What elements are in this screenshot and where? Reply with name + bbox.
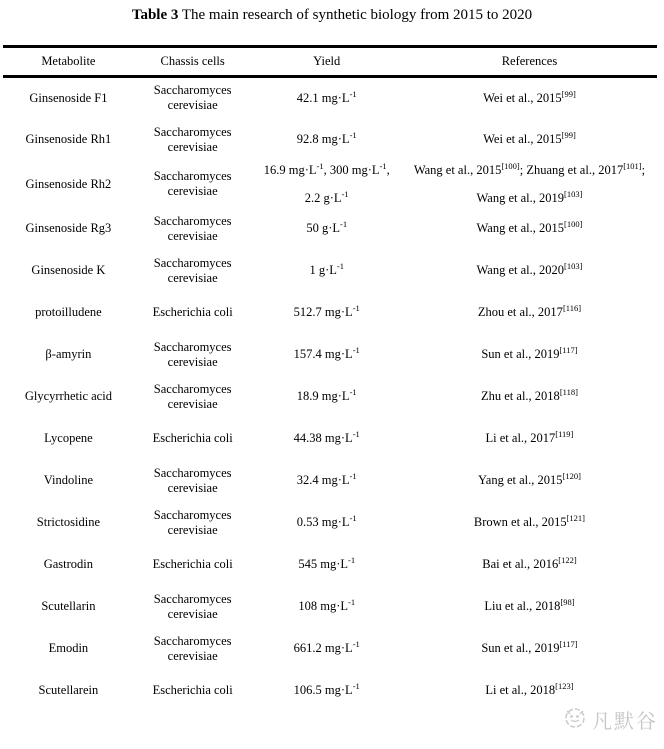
table-row	[3, 292, 657, 334]
yield-line: 42.1 $mg\cdot L^{-1}$	[296, 88, 357, 105]
references-cell	[402, 544, 657, 586]
yield-cell	[252, 161, 402, 208]
metabolite-cell: Vindoline	[43, 473, 94, 487]
yield-cell	[252, 292, 402, 334]
references-cell	[402, 161, 657, 208]
references-cell	[402, 586, 657, 628]
table-header	[3, 47, 657, 77]
references-cell	[402, 670, 657, 712]
table-row	[3, 334, 657, 376]
yield-line: 32.4 $mg\cdot L^{-1}$	[296, 470, 357, 487]
reference-line: Wang et al., 2019[103]	[476, 188, 583, 205]
chassis-cell: Saccharomyces cerevisiae	[153, 169, 232, 198]
yield-line: 545 $mg\cdot L^{-1}$	[298, 554, 356, 571]
yield-cell	[252, 502, 402, 544]
yield-cell	[252, 628, 402, 670]
yield-cell	[252, 460, 402, 502]
yield-line: 44.38 $mg\cdot L^{-1}$	[293, 428, 360, 445]
chassis-cell: Saccharomyces cerevisiae	[153, 339, 232, 369]
table-caption-label: Table 3	[131, 7, 179, 23]
header-metabolite: Metabolite	[41, 54, 96, 68]
chassis-cell: Escherichia coli	[152, 683, 233, 697]
table-wrap	[3, 45, 657, 712]
yield-cell	[252, 77, 402, 119]
metabolite-cell: Emodin	[48, 641, 89, 655]
metabolite-cell: Ginsenoside F1	[29, 90, 108, 105]
yield-line: 0.53 $mg\cdot L^{-1}$	[296, 512, 357, 529]
chassis-cell: Saccharomyces cerevisiae	[153, 633, 232, 663]
research-table	[3, 45, 657, 712]
references-cell	[402, 250, 657, 292]
references-cell	[402, 334, 657, 376]
metabolite-cell: Ginsenoside Rh2	[25, 176, 112, 191]
table-row	[3, 670, 657, 712]
metabolite-cell: protoilludene	[35, 305, 102, 319]
chassis-cell: Escherichia coli	[152, 557, 233, 571]
chassis-cell: Saccharomyces cerevisiae	[153, 381, 232, 411]
yield-cell	[252, 418, 402, 460]
table-caption-text: The main research of synthetic biology from 2015 to 2020	[181, 7, 533, 23]
metabolite-cell: Lycopene	[44, 431, 93, 445]
table-row	[3, 119, 657, 161]
header-yield: Yield	[313, 54, 341, 68]
table-row	[3, 544, 657, 586]
references-cell	[402, 502, 657, 544]
chassis-cell: Escherichia coli	[152, 305, 233, 319]
yield-cell	[252, 376, 402, 418]
yield-cell	[252, 250, 402, 292]
reference-line: Liu et al., 2018[98]	[484, 596, 575, 613]
chassis-cell: Saccharomyces cerevisiae	[153, 255, 232, 285]
chassis-cell: Saccharomyces cerevisiae	[153, 83, 232, 113]
reference-line: Brown et al., 2015[121]	[473, 512, 586, 529]
table-row	[3, 460, 657, 502]
metabolite-cell: β-amyrin	[45, 347, 92, 361]
references-cell	[402, 418, 657, 460]
yield-cell	[252, 334, 402, 376]
yield-cell	[252, 670, 402, 712]
metabolite-cell: Gastrodin	[43, 557, 94, 571]
reference-line: Li et al., 2018[123]	[485, 680, 574, 697]
table-row	[3, 418, 657, 460]
reference-line: Bai et al., 2016[122]	[482, 554, 577, 571]
yield-line: 50 $g\cdot L^{-1}$	[306, 218, 348, 235]
table-row	[3, 376, 657, 418]
yield-line: 18.9 $mg\cdot L^{-1}$	[296, 386, 357, 403]
chassis-cell: Saccharomyces cerevisiae	[153, 507, 232, 537]
yield-line: 512.7 $mg\cdot L^{-1}$	[293, 302, 360, 319]
yield-line: 1 $g\cdot L^{-1}$	[309, 260, 344, 277]
metabolite-cell: Glycyrrhetic acid	[24, 389, 112, 403]
table-row	[3, 586, 657, 628]
table-row	[3, 250, 657, 292]
yield-cell	[252, 119, 402, 161]
chassis-cell: Saccharomyces cerevisiae	[153, 591, 232, 621]
chassis-cell: Saccharomyces cerevisiae	[153, 465, 232, 495]
references-cell	[402, 292, 657, 334]
metabolite-cell: Scutellarin	[41, 599, 96, 613]
watermark-text: 凡默谷	[592, 709, 658, 733]
references-cell	[402, 77, 657, 119]
yield-line: 661.2 $mg\cdot L^{-1}$	[293, 638, 360, 655]
header-references: References	[501, 54, 558, 68]
yield-line: 2.2 $g\cdot L^{-1}$	[304, 188, 349, 205]
chassis-cell: Saccharomyces cerevisiae	[153, 213, 232, 243]
references-cell	[402, 460, 657, 502]
metabolite-cell: Ginsenoside Rh1	[25, 132, 112, 146]
table-body	[3, 77, 657, 712]
references-cell	[402, 208, 657, 250]
references-cell	[402, 376, 657, 418]
table-row	[3, 628, 657, 670]
yield-line: 157.4 $mg\cdot L^{-1}$	[293, 344, 360, 361]
yield-cell	[252, 544, 402, 586]
chassis-cell: Escherichia coli	[152, 431, 233, 445]
yield-line: 92.8 $mg\cdot L^{-1}$	[296, 129, 357, 146]
reference-line: Wang et al., 2015[100]; Zhuang et al., 2017[101];	[413, 160, 646, 177]
chassis-cell: Saccharomyces cerevisiae	[153, 124, 232, 154]
table-row	[3, 77, 657, 119]
reference-line: Wang et al., 2020[103]	[476, 260, 583, 277]
reference-line: Li et al., 2017[119]	[485, 428, 574, 445]
table-row	[3, 208, 657, 250]
yield-line: 106.5 $mg\cdot L^{-1}$	[293, 680, 360, 697]
page	[0, 6, 664, 749]
reference-line: Sun et al., 2019[117]	[481, 344, 578, 361]
reference-line: Sun et al., 2019[117]	[481, 638, 578, 655]
metabolite-cell: Scutellarein	[38, 683, 99, 697]
table-row	[3, 502, 657, 544]
reference-line: Yang et al., 2015[120]	[478, 470, 581, 487]
yield-cell	[252, 586, 402, 628]
metabolite-cell: Ginsenoside Rg3	[25, 221, 112, 235]
table-header-row	[3, 47, 657, 77]
reference-line: Zhou et al., 2017[116]	[477, 302, 582, 319]
table-row	[3, 161, 657, 208]
table-caption	[0, 6, 664, 24]
reference-line: Wei et al., 2015[99]	[483, 129, 576, 146]
yield-line: 108 $mg\cdot L^{-1}$	[298, 596, 356, 613]
yield-line: 16.9 $mg\cdot L^{-1}$, 300 $mg\cdot L^{-1}$,	[263, 160, 390, 177]
header-chassis-cells: Chassis cells	[160, 54, 225, 68]
metabolite-cell: Strictosidine	[36, 515, 100, 529]
references-cell	[402, 119, 657, 161]
reference-line: Wei et al., 2015[99]	[483, 88, 576, 105]
reference-line: Zhu et al., 2018[118]	[481, 386, 578, 403]
yield-cell	[252, 208, 402, 250]
references-cell	[402, 628, 657, 670]
metabolite-cell: Ginsenoside K	[31, 263, 106, 277]
reference-line: Wang et al., 2015[100]	[476, 218, 583, 235]
